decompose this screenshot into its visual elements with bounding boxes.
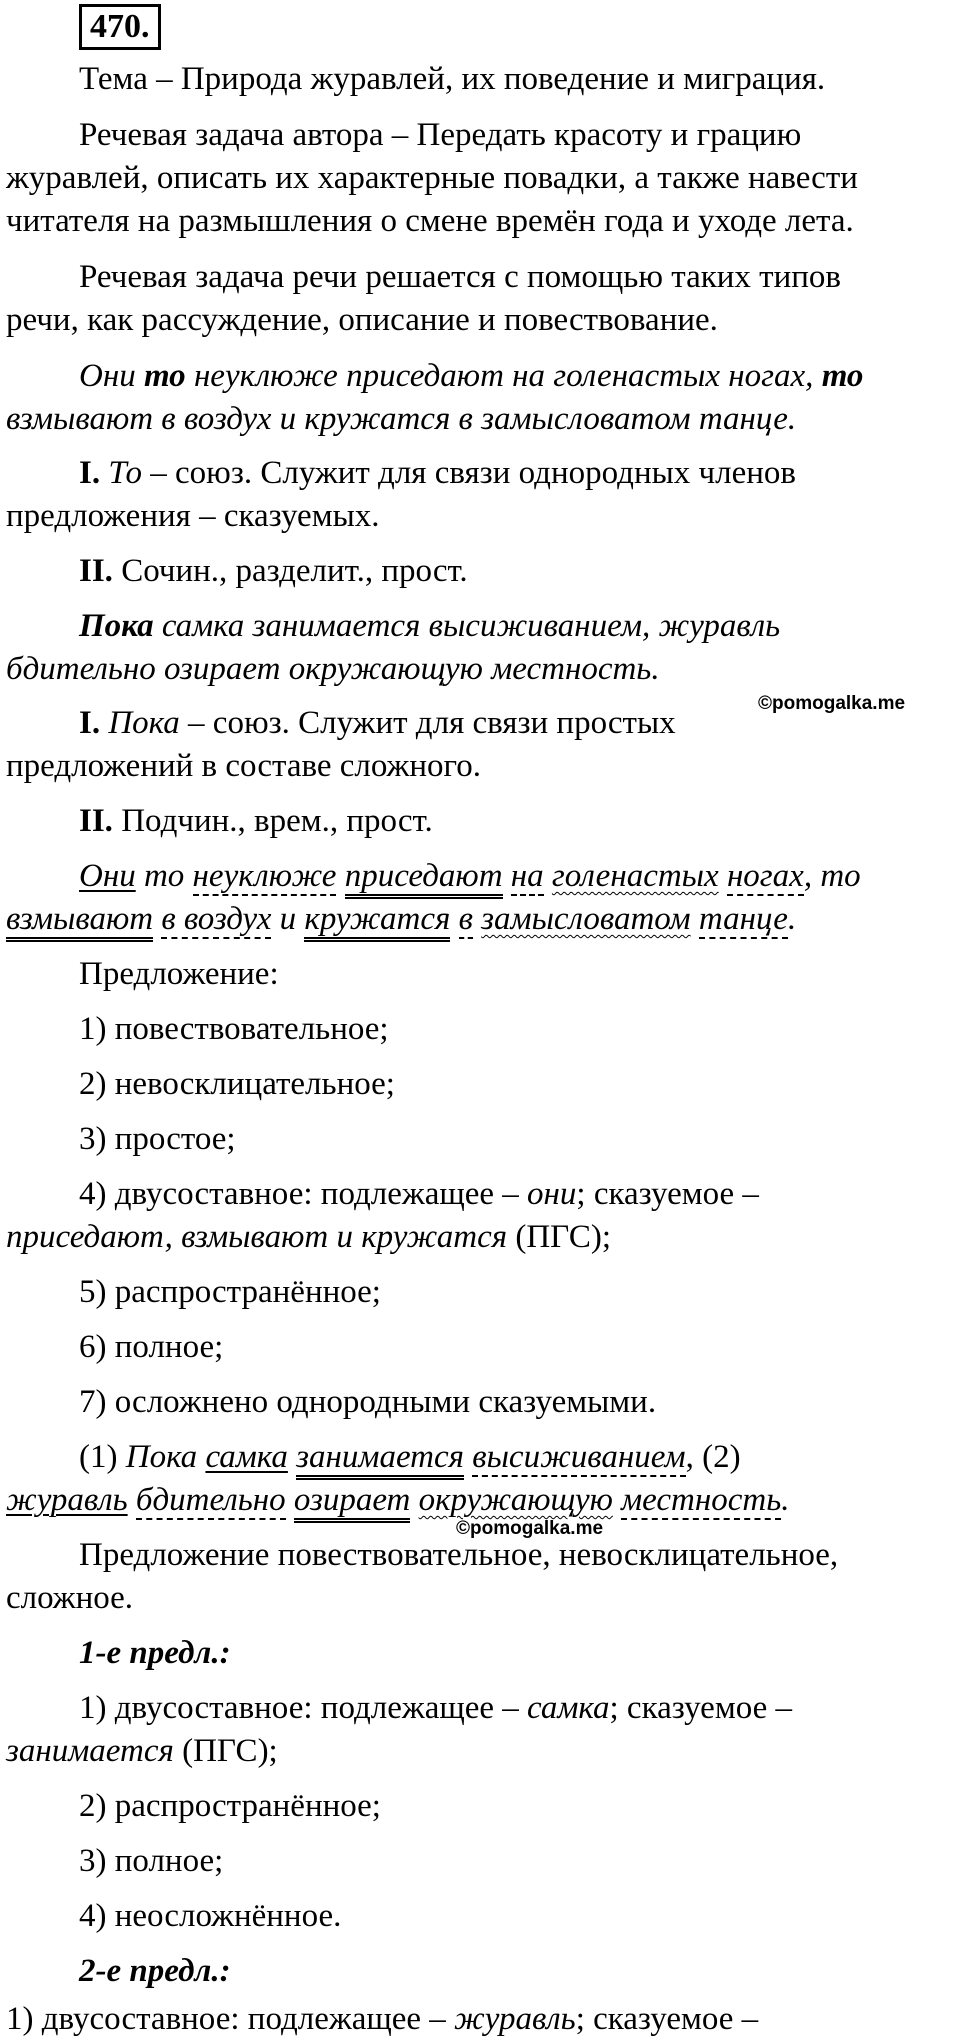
parse1-line-2: взмывают в воздух и кружатся в замысловатом танце. bbox=[6, 898, 796, 941]
adverbial: неуклюже bbox=[192, 858, 337, 894]
feature-item: 3) простое; bbox=[79, 1121, 236, 1157]
attribute: голенастых bbox=[551, 858, 719, 894]
feature-item: 5) распространённое; bbox=[79, 1274, 381, 1310]
analysed-word: Пока bbox=[108, 705, 180, 741]
feature-text: ; сказуемое – bbox=[609, 1690, 792, 1726]
analysis1-line-3 bbox=[79, 550, 468, 593]
feature-text: 1) двусоставное: подлежащее – bbox=[6, 2001, 455, 2037]
feature-text: (ПГС); bbox=[173, 1733, 278, 1769]
predicate: взмывают bbox=[6, 901, 153, 942]
adverbial: бдительно bbox=[135, 1482, 286, 1518]
feature-item: 6) полное; bbox=[79, 1329, 224, 1365]
s2-words: самка занимается высиживанием, журавль bbox=[153, 608, 781, 644]
analysis1-line-1 bbox=[79, 452, 796, 495]
adverbial-prep: на bbox=[510, 858, 544, 894]
s1-word: неуклюже приседают на голенастых ногах, bbox=[185, 358, 822, 394]
conjunction: то bbox=[143, 858, 185, 894]
roman-numeral: II. bbox=[79, 553, 113, 589]
feature-item: 2) распространённое; bbox=[79, 1788, 381, 1824]
feature-text: 1) двусоставное: подлежащее – bbox=[79, 1690, 528, 1726]
feature-word: журавль bbox=[454, 2001, 576, 2037]
feature-item-cont bbox=[6, 1730, 278, 1773]
feature-item bbox=[79, 1687, 792, 1730]
s1-word: Они bbox=[79, 358, 144, 394]
clause-number: (2) bbox=[702, 1439, 741, 1475]
roman-numeral: II. bbox=[79, 803, 113, 839]
conjunction: то bbox=[820, 858, 861, 894]
sentence1-line-2: взмывают в воздух и кружатся в замысловатом танце. bbox=[6, 401, 797, 437]
clause2-title: 2-е предл.: bbox=[79, 1953, 231, 1989]
feature-item bbox=[6, 1998, 758, 2041]
analysis-text: Подчин., врем., прост. bbox=[112, 803, 433, 839]
attribute: окружающую bbox=[418, 1482, 613, 1518]
object: местность bbox=[621, 1482, 782, 1518]
analysis-text: – союз. Служит для связи однородных членов bbox=[142, 455, 797, 491]
feature-item: 2) невосклицательное; bbox=[79, 1066, 395, 1102]
feature-word: занимается bbox=[6, 1733, 174, 1769]
analysis2-line-2: предложений в составе сложного. bbox=[6, 748, 481, 784]
roman-numeral: I. bbox=[79, 705, 101, 741]
parse2-line-1: (1) Пока самка занимается высиживанием, (2) bbox=[79, 1436, 741, 1479]
parse1-line-1: Они то неуклюже приседают на голенастых ногах, то bbox=[79, 855, 861, 898]
features2-line-2: сложное. bbox=[6, 1580, 134, 1616]
author-task-line-3: читателя на размышления о смене времён года и уходе лета. bbox=[6, 203, 854, 239]
feature-text: ; сказуемое – bbox=[575, 2001, 759, 2037]
speech-task-line-1: Речевая задача речи решается с помощью таких типов bbox=[79, 259, 841, 295]
analysis-text: – союз. Служит для связи простых bbox=[179, 705, 676, 741]
conjunction: Пока bbox=[125, 1439, 198, 1475]
features1-title: Предложение: bbox=[79, 956, 279, 992]
feature-text: (ПГС); bbox=[507, 1219, 611, 1255]
feature-item: 3) полное; bbox=[79, 1843, 224, 1879]
analysis1-line-2: предложения – сказуемых. bbox=[6, 498, 380, 534]
feature-text: ; сказуемое – bbox=[576, 1176, 759, 1212]
clause-number: (1) bbox=[79, 1439, 118, 1475]
predicate: кружатся bbox=[304, 901, 450, 942]
s2-conj: Пока bbox=[79, 608, 154, 644]
adverbial-prep: в bbox=[458, 901, 473, 937]
feature-item bbox=[79, 1173, 759, 1216]
subject: Они bbox=[79, 858, 136, 894]
s1-conj: то bbox=[143, 358, 186, 394]
adverbial: в воздух bbox=[161, 901, 272, 937]
feature-word: они bbox=[527, 1176, 577, 1212]
adverbial: танце bbox=[698, 901, 788, 937]
feature-word: самка bbox=[527, 1690, 610, 1726]
object: высиживанием bbox=[472, 1439, 686, 1475]
clause1-title: 1-е предл.: bbox=[79, 1635, 231, 1671]
analysis-text: Сочин., разделит., прост. bbox=[112, 553, 468, 589]
theme-line: Тема – Природа журавлей, их поведение и миграция. bbox=[79, 61, 826, 97]
s1-conj: то bbox=[821, 358, 864, 394]
author-task-line-1: Речевая задача автора – Передать красоту и грацию bbox=[79, 117, 802, 153]
analysis2-line-1 bbox=[79, 702, 676, 745]
sentence2-line-1 bbox=[79, 605, 780, 648]
roman-numeral: I. bbox=[79, 455, 101, 491]
analysed-word: То bbox=[108, 455, 143, 491]
speech-task-line-2: речи, как рассуждение, описание и повествование. bbox=[6, 302, 718, 338]
watermark: ©pomogalka.me bbox=[456, 1518, 604, 1539]
subject: самка bbox=[205, 1439, 288, 1475]
exercise-number: 470. bbox=[79, 4, 161, 50]
feature-item: 7) осложнено однородными сказуемыми. bbox=[79, 1384, 657, 1420]
sentence2-line-2: бдительно озирает окружающую местность. bbox=[6, 651, 660, 687]
features2-line-1: Предложение повествовательное, невосклицательное, bbox=[79, 1537, 839, 1573]
sentence1-line-1 bbox=[79, 355, 863, 398]
feature-text: 4) двусоставное: подлежащее – bbox=[79, 1176, 528, 1212]
conjunction: и bbox=[279, 901, 297, 937]
feature-item: 1) повествовательное; bbox=[79, 1011, 389, 1047]
subject: журавль bbox=[6, 1482, 128, 1518]
attribute: замысловатом bbox=[481, 901, 691, 937]
analysis2-line-3 bbox=[79, 800, 433, 843]
parse2-line-2: журавль бдительно озирает окружающую местность. bbox=[6, 1479, 789, 1522]
feature-item-cont bbox=[6, 1216, 611, 1259]
watermark: ©pomogalka.me bbox=[758, 693, 906, 714]
predicate: занимается bbox=[296, 1439, 464, 1480]
feature-word: приседают, взмывают и кружатся bbox=[6, 1219, 508, 1255]
predicate: озирает bbox=[294, 1482, 410, 1523]
predicate: приседают bbox=[345, 858, 503, 899]
author-task-line-2: журавлей, описать их характерные повадки, а также навести bbox=[6, 160, 858, 196]
feature-item: 4) неосложнённое. bbox=[79, 1898, 342, 1934]
adverbial: ногах bbox=[726, 858, 804, 894]
